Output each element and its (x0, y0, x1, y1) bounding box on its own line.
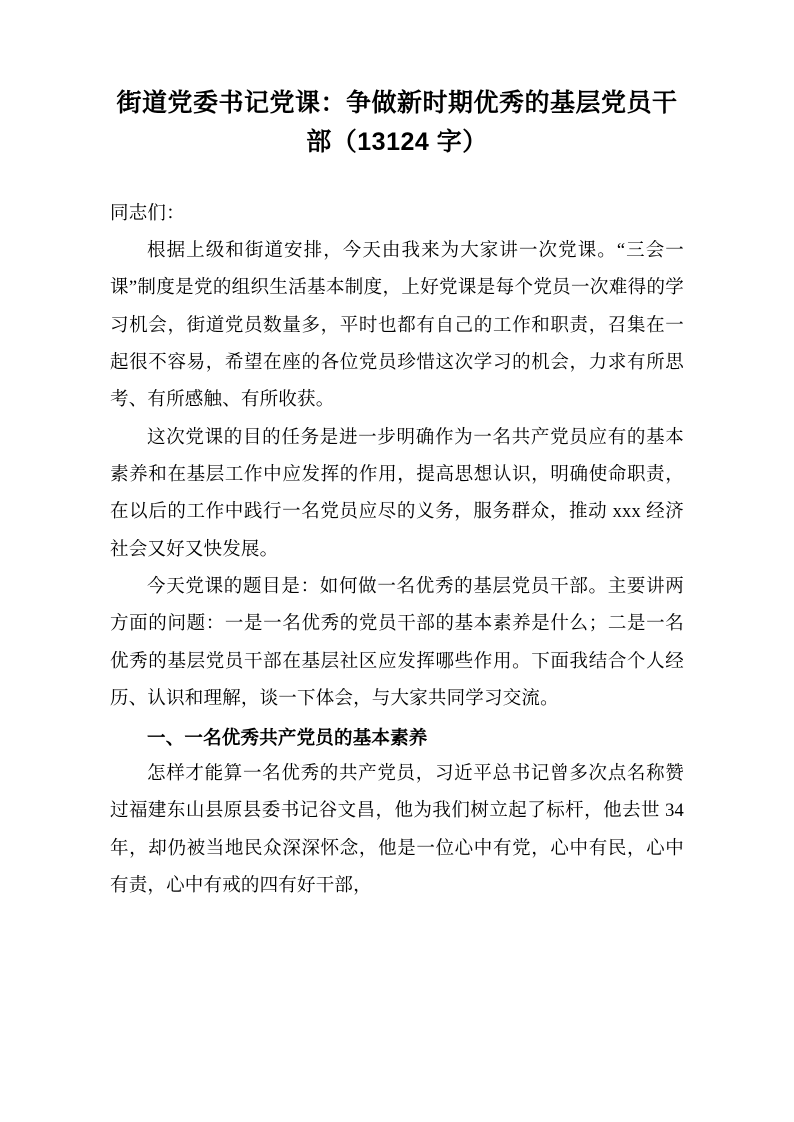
paragraph-salutation: 同志们： (110, 203, 185, 224)
section-heading-1: 一、一名优秀共产党员的基本素养 (147, 726, 428, 748)
document-body (110, 196, 684, 906)
paragraph-2: 这次党课的目的任务是进一步明确作为一名共产党员应有的基本素养和在基层工作中应发挥的作用，提高思想认识，明确使命职责，在以后的工作中践行一名党员应尽的义务，服务群众，推动 xxx 经济社会又好又快发展。 (110, 427, 684, 560)
page-title: 街道党委书记党课：争做新时期优秀的基层党员干部（13124 字） (116, 89, 678, 156)
paragraph-1: 根据上级和街道安排，今天由我来为大家讲一次党课。“三会一课”制度是党的组织生活基本制度，上好党课是每个党员一次难得的学习机会，街道党员数量多，平时也都有自己的工作和职责，召集在一起很不容易，希望在座的各位党员珍惜这次学习的机会，力求有所思考、有所感触、有所收获。 (110, 240, 684, 411)
paragraph-4: 怎样才能算一名优秀的共产党员，习近平总书记曾多次点名称赞过福建东山县原县委书记谷文昌，他为我们树立起了标杆，他去世 34 年，却仍被当地民众深深怀念，他是一位心中有党，心中有民，心中有责，心中有戒的四有好干部， (110, 763, 684, 896)
paragraph-3: 今天党课的题目是：如何做一名优秀的基层党员干部。主要讲两方面的问题：一是一名优秀的党员干部的基本素养是什么；二是一名优秀的基层党员干部在基层社区应发挥哪些作用。下面我结合个人经历、认识和理解，谈一下体会，与大家共同学习交流。 (110, 577, 684, 710)
